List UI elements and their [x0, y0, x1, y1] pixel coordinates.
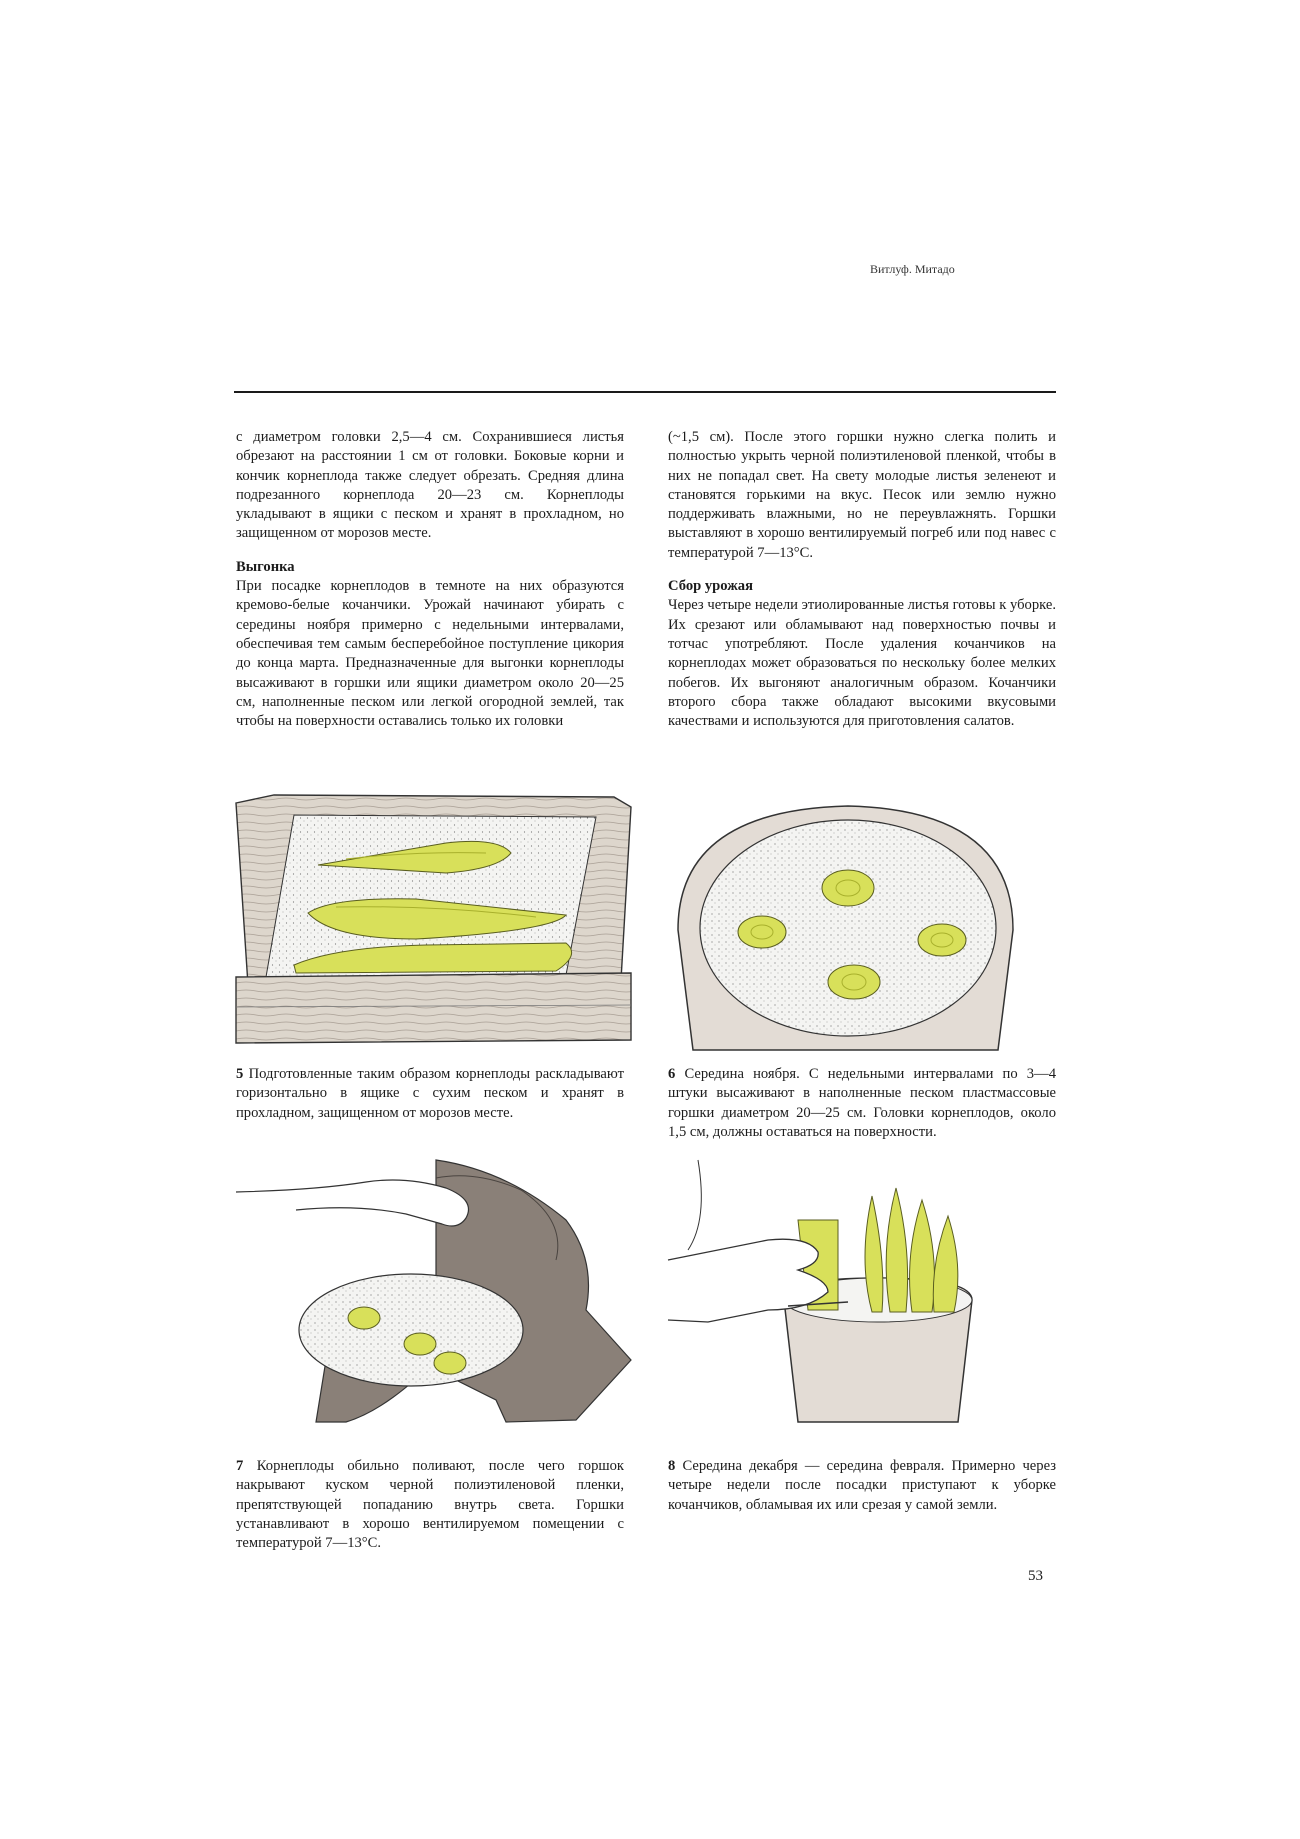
- figure-5-number: 5: [236, 1066, 244, 1082]
- figure-6-caption-text: Середина ноября. С недельными интервалами по 3—4 штуки высаживают в наполненные песком пластмассовые горшки диаметром 20—25 см. Головки корнеплодов, около 1,5 см, должны оставаться на поверхности.: [668, 1066, 1056, 1140]
- figure-5-caption-text: Подготовленные таким образом корнеплоды раскладывают горизонтально в ящике с сухим песком и хранят в прохладном, защищенном от морозов месте.: [236, 1066, 624, 1121]
- right-intro-paragraph: (~1,5 см). После этого горшки нужно слегка полить и полностью укрыть черной полиэтиленовой пленкой, чтобы в них не попадал свет. На свету молодые листья зеленеют и становятся горькими на вкус. Песок или землю нужно поддерживать влажными, но не переувлажнять. Горшки выставляют в хорошо вентилируемый погреб или под навес с температурой 7—13°С.: [668, 429, 1056, 561]
- figure-8-number: 8: [668, 1458, 676, 1474]
- figure-8-caption-text: Середина декабря — середина февраля. Примерно через четыре недели после посадки приступают к уборке кочанчиков, обламывая их или срезая у самой земли.: [668, 1458, 1056, 1513]
- figure-8-caption: [668, 1457, 1056, 1515]
- figure-6-number: 6: [668, 1066, 676, 1082]
- right-column: [668, 428, 1056, 731]
- figure-5-illustration: [236, 795, 636, 1045]
- figure-7-number: 7: [236, 1458, 244, 1474]
- figure-8-illustration: [668, 1160, 1028, 1425]
- section-heading-harvest: Сбор урожая: [668, 578, 754, 595]
- figure-5-caption: [236, 1065, 624, 1123]
- figure-7-caption: [236, 1457, 624, 1553]
- section-heading-forcing: Выгонка: [236, 558, 295, 575]
- left-body-paragraph: При посадке корнеплодов в темноте на них образуются кремово-белые кочанчики. Урожай начинают убирать с середины ноября примерно с недельными интервалами, обеспечивая тем самым бесперебойное поступление цикория до конца марта. Предназначенные для выгонки корнеплоды высаживают в горшки или ящики диаметром около 20—25 см, наполненные песком или легкой огородной землей, так чтобы на поверхности оставались только их головки: [236, 578, 624, 730]
- right-body-paragraph: Через четыре недели этиолированные листья готовы к уборке. Их срезают или обламывают над поверхностью почвы и тотчас употребляют. После удаления кочанчиков на корнеплодах может образоваться по нескольку более мелких побегов. Их выгоняют аналогичным образом. Кочанчики второго сбора также обладают высокими вкусовыми качествами и используются для приготовления салатов.: [668, 597, 1056, 730]
- running-head: Витлуф. Митадо: [870, 262, 955, 276]
- left-intro-paragraph: с диаметром головки 2,5—4 см. Сохранившиеся листья обрезают на расстоянии 1 см от головки. Боковые корни и кончик корнеплода также следует обрезать. Средняя длина подрезанного корнеплода 20—23 см. Корнеплоды укладывают в ящики с песком и хранят в прохладном, но защищенном от морозов месте.: [236, 429, 624, 542]
- left-column: [236, 428, 624, 731]
- figure-7-caption-text: Корнеплоды обильно поливают, после чего горшок накрывают куском черной полиэтиленовой пленки, препятствующей попаданию внутрь света. Горшки устанавливают в хорошо вентилируемом помещении с температурой 7—13°С.: [236, 1458, 625, 1552]
- figure-6-caption: [668, 1065, 1056, 1142]
- header-rule: [234, 391, 1056, 393]
- figure-6-illustration: [668, 800, 1028, 1050]
- figure-7-illustration: [236, 1160, 636, 1430]
- page-number: 53: [1028, 1568, 1043, 1584]
